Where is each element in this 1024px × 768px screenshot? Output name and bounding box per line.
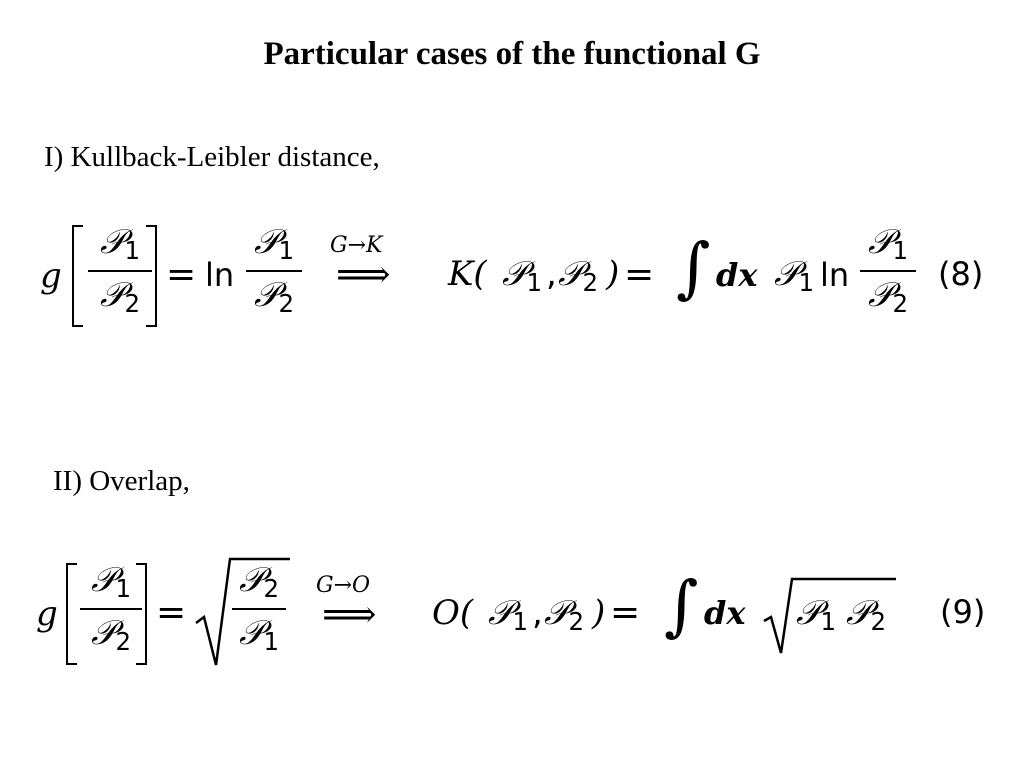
k-function: K( — [448, 254, 487, 294]
fraction-p1-over-p2-rhs: 𝒫$_1$ 𝒫$_2$ — [246, 225, 302, 316]
equals-sign-2: = — [610, 592, 641, 633]
close-paren: ) — [592, 593, 606, 633]
equals-sign: = — [156, 592, 187, 633]
left-bracket — [66, 563, 77, 665]
g-symbol: g — [40, 256, 62, 296]
product-p2: 𝒫$_2$ — [846, 593, 887, 637]
o-arg-p1: 𝒫$_1$ — [488, 593, 529, 637]
equals-sign: = — [166, 254, 197, 295]
k-arg-p2: 𝒫$_2$ — [558, 254, 599, 298]
close-paren: ) — [606, 254, 620, 294]
right-bracket — [136, 563, 147, 665]
left-bracket — [72, 225, 83, 327]
equation-9 — [0, 553, 1024, 693]
equals-sign-2: = — [624, 254, 655, 295]
ln-operator-2: ln — [820, 256, 850, 294]
o-function: O( — [432, 593, 474, 633]
fraction-integrand: 𝒫$_1$ 𝒫$_2$ — [860, 225, 916, 316]
slide-title: Particular cases of the functional G — [263, 36, 761, 72]
product-p1: 𝒫$_1$ — [796, 593, 837, 637]
o-arg-p2: 𝒫$_2$ — [544, 593, 585, 637]
integrand-p1: 𝒫$_1$ — [774, 254, 815, 298]
section-heading-overlap: II) Overlap, — [53, 465, 190, 497]
section-heading-kullback-leibler: I) Kullback-Leibler distance, — [44, 141, 380, 173]
dx-term: dx — [704, 594, 746, 632]
dx-term: dx — [716, 256, 758, 294]
fraction-p1-over-p2: 𝒫$_1$ 𝒫$_2$ — [80, 563, 142, 654]
equation-number-9: (9) — [940, 593, 986, 631]
integral-sign: ∫ — [664, 567, 699, 644]
arrow-superscript: G→K — [330, 233, 383, 258]
ln-operator: ln — [205, 256, 235, 294]
arrow-superscript: G→O — [316, 573, 371, 598]
comma: , — [546, 254, 557, 294]
implies-arrow: ⟹ — [322, 592, 377, 636]
equation-number-8: (8) — [938, 255, 984, 293]
implies-arrow: ⟹ — [336, 252, 391, 296]
equation-8 — [0, 215, 1024, 355]
integral-sign: ∫ — [676, 229, 711, 306]
g-symbol: g — [36, 594, 58, 634]
right-bracket — [146, 225, 157, 327]
fraction-p2-over-p1: 𝒫$_2$ 𝒫$_1$ — [232, 563, 286, 654]
comma: , — [532, 593, 543, 633]
fraction-p1-over-p2: 𝒫$_1$ 𝒫$_2$ — [88, 225, 152, 316]
k-arg-p1: 𝒫$_1$ — [502, 254, 543, 298]
